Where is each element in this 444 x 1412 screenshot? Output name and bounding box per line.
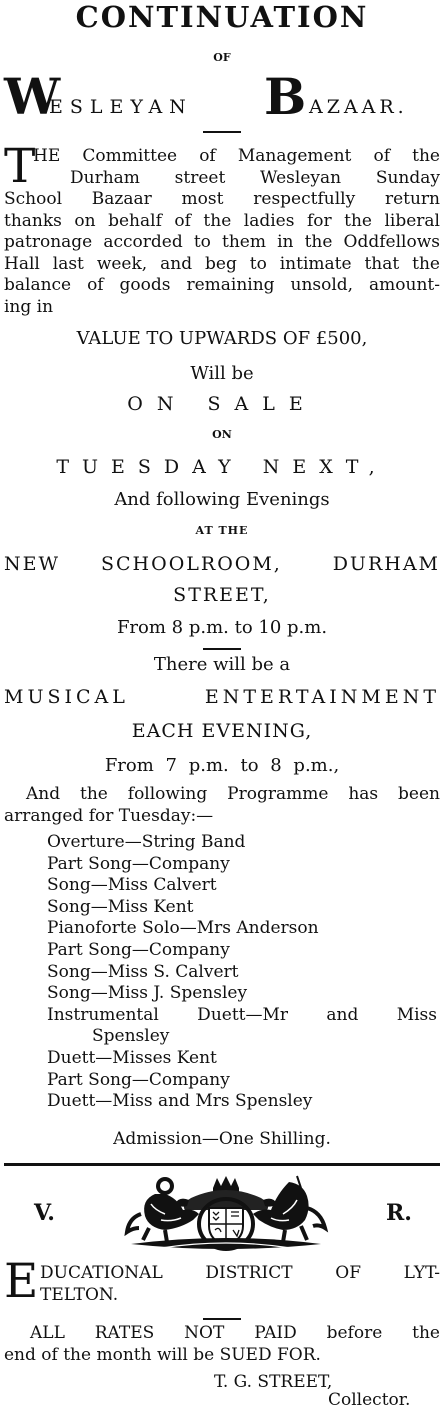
venue-word: SCHOOLROOM, (101, 553, 282, 575)
divider-rule (203, 1318, 241, 1320)
notice-heading-line: TELTON. (40, 1285, 119, 1305)
notice-heading-line: DUCATIONAL DISTRICT OF LYT- (40, 1263, 440, 1283)
heading-word: MUSICAL (4, 686, 129, 708)
at-the: AT THE (195, 524, 249, 537)
intro-paragraph (4, 139, 440, 318)
venue-line-2: STREET, (173, 584, 271, 606)
each-evening: EACH EVENING, (131, 720, 313, 742)
title-continuation: CONTINUATION (75, 0, 369, 34)
programme-intro-line: And the following Programme has been (26, 784, 440, 804)
dropcap-t: T (4, 139, 36, 194)
r-initial: R. (386, 1200, 412, 1226)
programme-item: Song—Miss Calvert (47, 875, 217, 896)
following-evenings: And following Evenings (114, 489, 330, 510)
programme-item: Duett—Misses Kent (47, 1047, 217, 1068)
programme-item: Part Song—Company (47, 1069, 230, 1090)
title-initial-b: B (264, 67, 307, 126)
heading-word: ENTERTAINMENT (204, 686, 440, 708)
programme-intro-line: arranged for Tuesday:— (4, 805, 214, 826)
intro-line: Hall last week, and beg to intimate that the (4, 253, 440, 274)
programme-item: Song—Miss Kent (47, 896, 194, 917)
intro-line: thanks on behalf of the ladies for the liberal (4, 210, 440, 231)
on-sale: ON SALE (127, 393, 317, 415)
dropcap-e: E (4, 1254, 39, 1309)
programme-item: Instrumental Duett—Mr and Miss (47, 1004, 437, 1025)
royal-coat-of-arms-icon (121, 1174, 331, 1254)
programme-item: Overture—String Band (47, 832, 246, 852)
title-wesleyan-bazaar (4, 67, 440, 126)
on-small: ON (212, 428, 232, 441)
title-word-bazaar: AZAAR. (309, 96, 408, 118)
title-initial-w: W (4, 67, 61, 126)
value-line: VALUE TO UPWARDS OF £500, (76, 328, 368, 349)
venue-word: DURHAM (332, 553, 440, 575)
programme-intro (4, 784, 440, 827)
tuesday-next: TUESDAY NEXT, (56, 456, 388, 478)
there-will-be: There will be a (153, 654, 291, 675)
intro-line: HE Committee of Management of the (33, 146, 440, 166)
advert-separator (4, 1163, 440, 1166)
programme-item: Song—Miss J. Spensley (47, 983, 248, 1004)
programme-list (47, 832, 437, 1113)
signer-title: Collector. (328, 1390, 411, 1410)
venue-word: NEW (4, 553, 61, 575)
time-sale: From 8 p.m. to 10 p.m. (116, 617, 328, 638)
notice-body-line: ALL RATES NOT PAID before the (30, 1323, 440, 1343)
notice-body-line: end of the month will be SUED FOR. (4, 1345, 321, 1365)
title-of: OF (213, 51, 231, 64)
intro-line: ing in (4, 296, 54, 317)
programme-item: Duett—Miss and Mrs Spensley (47, 1091, 313, 1112)
title-word-wesleyan: ESLEYAN (49, 96, 193, 118)
programme-item: Spensley (92, 1026, 170, 1047)
intro-line: Durham street Wesleyan Sunday (70, 167, 440, 188)
signer-name: T. G. STREET, (214, 1372, 333, 1392)
v-initial: V. (34, 1200, 55, 1226)
programme-item: Part Song—Company (47, 853, 230, 874)
programme-item: Song—Miss S. Calvert (47, 961, 239, 982)
divider-rule (203, 131, 241, 133)
programme-item: Pianoforte Solo—Mrs Anderson (47, 918, 319, 939)
divider-rule (203, 648, 241, 650)
intro-line: School Bazaar most respectfully return (4, 189, 440, 209)
intro-line: patronage accorded to them in the Oddfellows (4, 232, 440, 252)
will-be: Will be (190, 363, 254, 384)
time-entertainment: From 7 p.m. to 8 p.m., (104, 755, 340, 776)
programme-item: Part Song—Company (47, 939, 230, 960)
intro-line: balance of goods remaining unsold, amount- (4, 275, 440, 295)
admission: Admission—One Shilling. (113, 1129, 331, 1149)
